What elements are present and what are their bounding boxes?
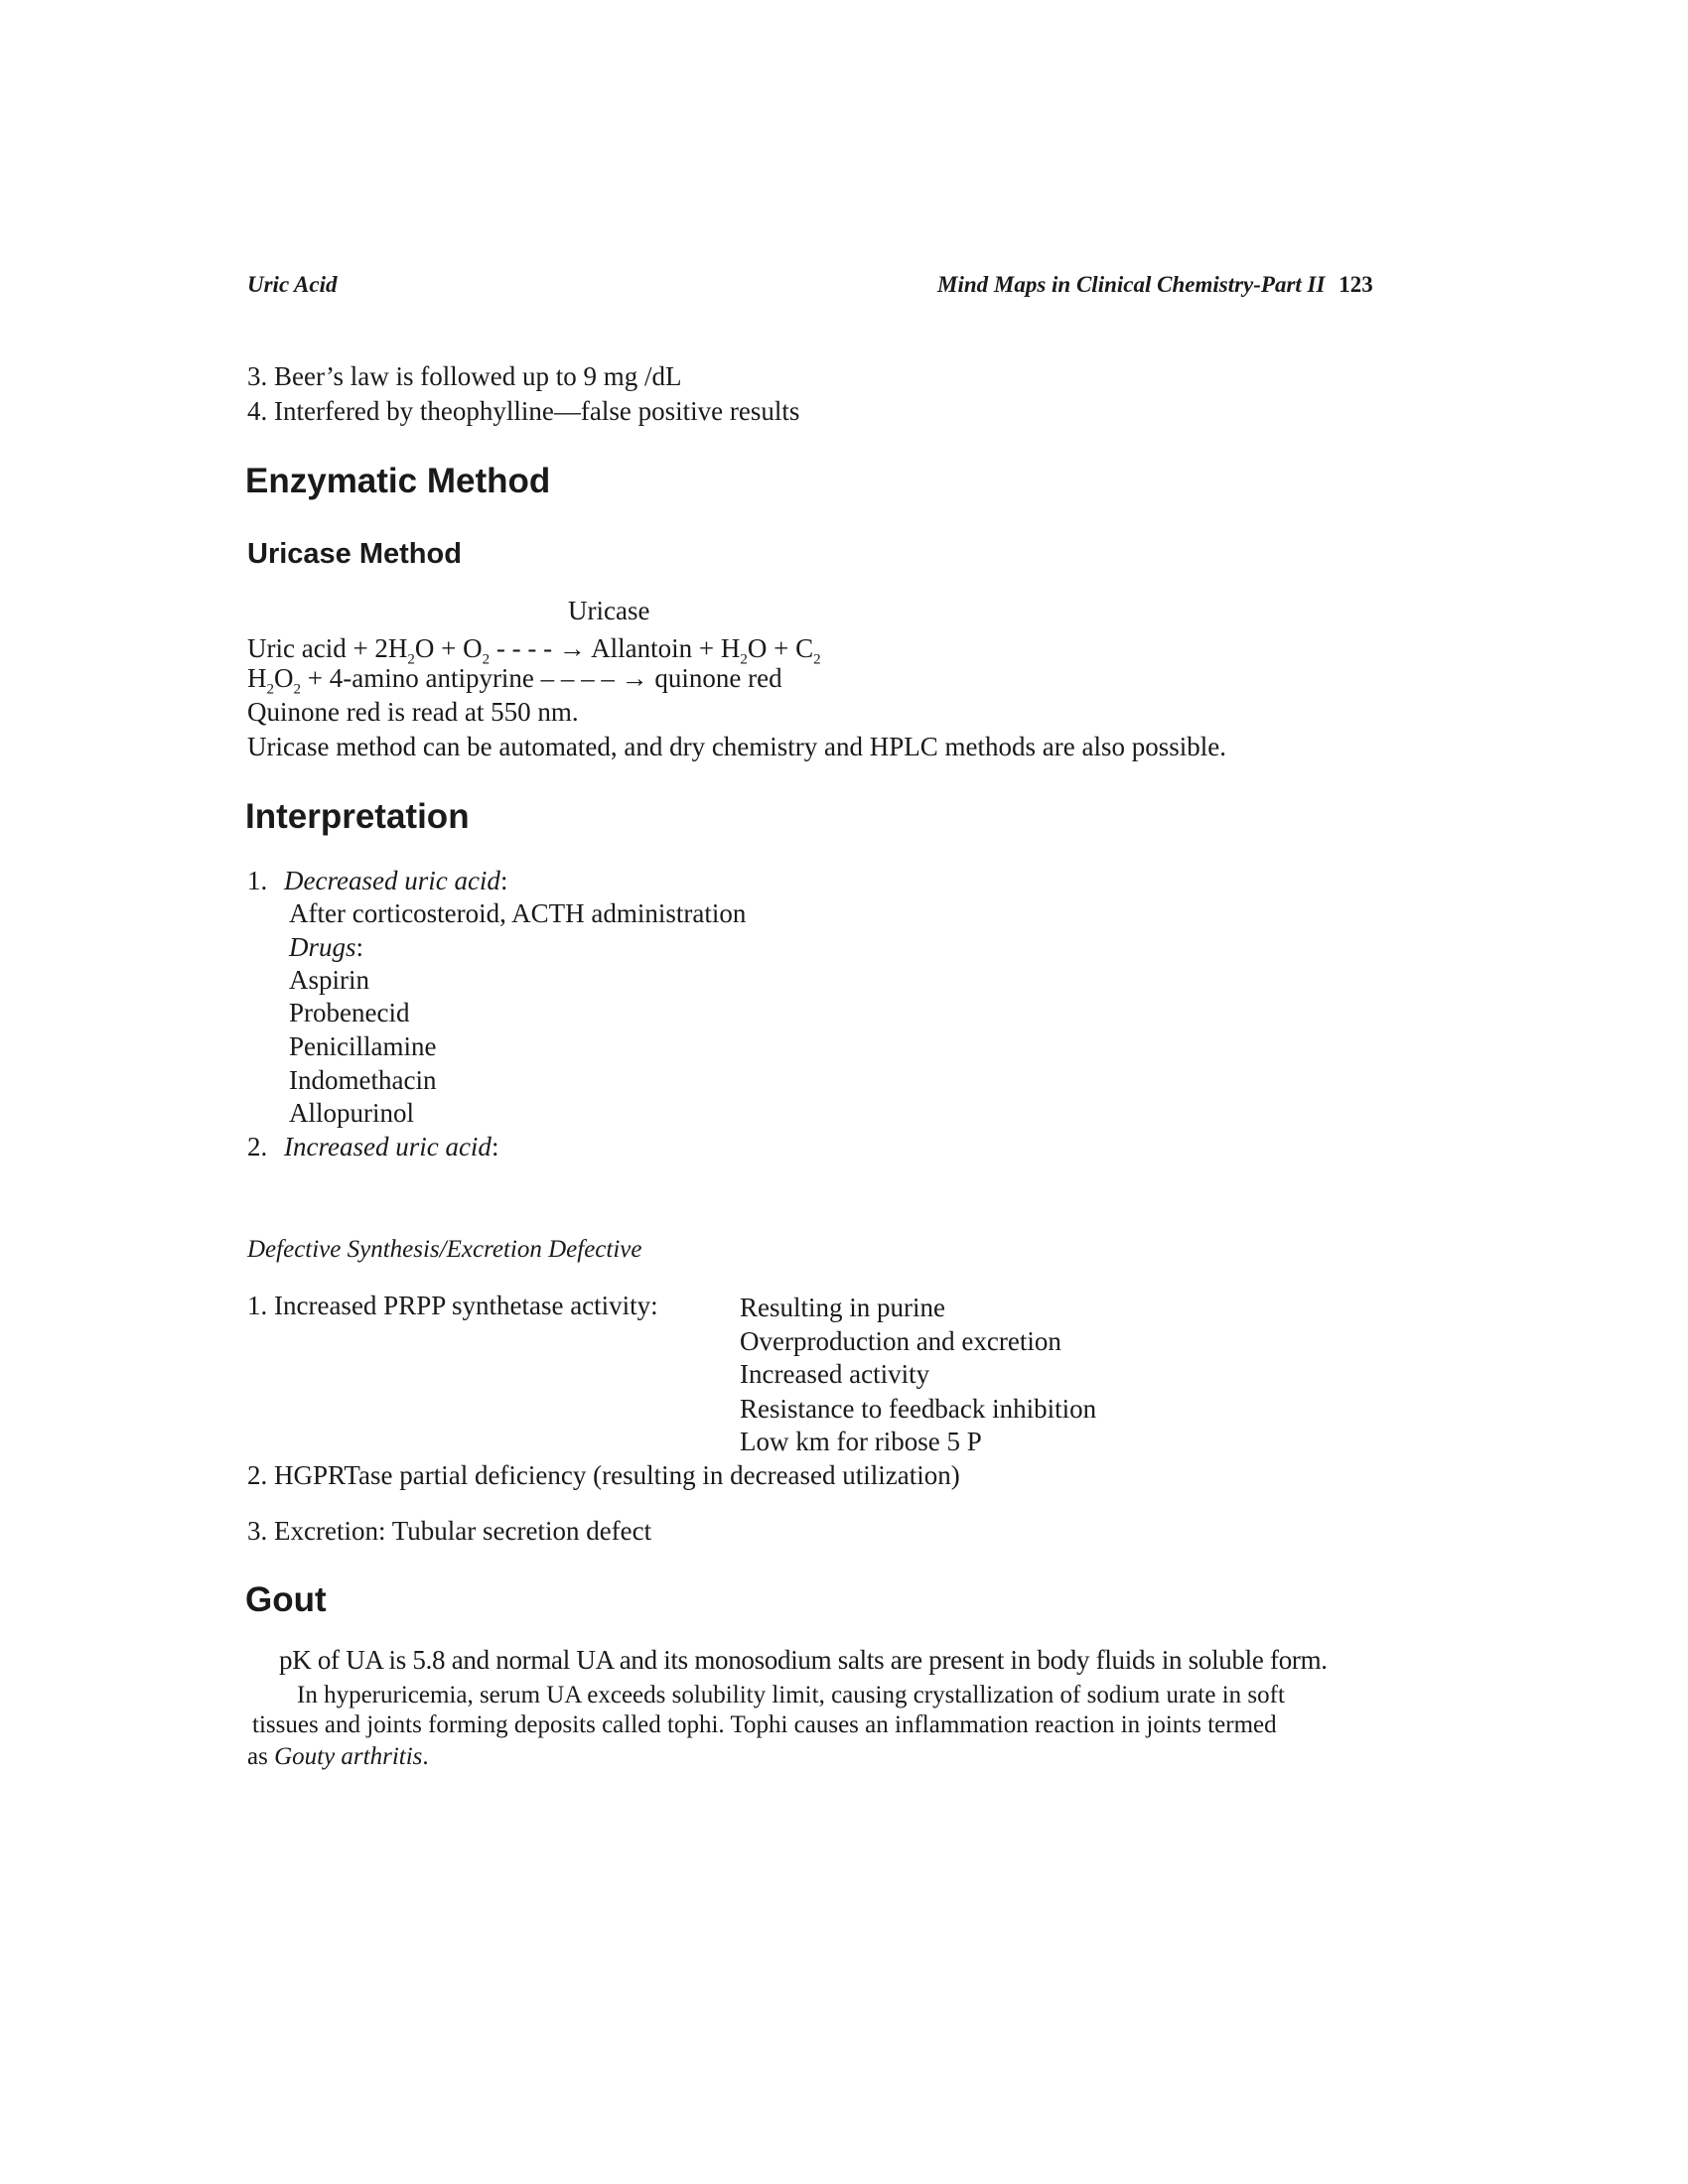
eq1-sub: 2	[482, 651, 491, 668]
eq2-sub: 2	[266, 681, 274, 698]
item-label: Decreased uric acid	[284, 866, 500, 895]
book-title: Mind Maps in Clinical Chemistry-Part II	[937, 272, 1326, 297]
item-number: 2.	[247, 1132, 268, 1161]
gout-paragraph-line: pK of UA is 5.8 and normal UA and its monosodium salts are present in body fluids in soluble form.	[279, 1645, 1328, 1675]
after-corticosteroid: After corticosteroid, ACTH administration	[289, 898, 747, 928]
running-header-left: Uric Acid	[247, 272, 338, 297]
gout-paragraph-line: In hyperuricemia, serum UA exceeds solubility limit, causing crystallization of sodium urate in soft	[297, 1682, 1285, 1708]
eq1-part: O + O	[414, 633, 483, 663]
item-colon: :	[491, 1132, 499, 1161]
eq2-part: H	[247, 663, 267, 693]
prpp-detail: Resulting in purine	[740, 1293, 945, 1322]
defective-heading: Defective Synthesis/Excretion Defective	[247, 1236, 642, 1263]
gout-paragraph-line	[247, 1743, 429, 1771]
page-number: 123	[1338, 272, 1373, 297]
drug-item: Probenecid	[289, 998, 410, 1027]
eq1-part: Allantoin + H	[591, 633, 741, 663]
eq2-part: O	[274, 663, 294, 693]
item-colon: :	[499, 866, 508, 895]
prpp-detail: Resistance to feedback inhibition	[740, 1394, 1097, 1424]
gout-text: as	[247, 1743, 275, 1770]
eq1-sub: 2	[813, 651, 821, 668]
item-number: 1.	[247, 866, 268, 895]
prpp-detail: Low km for ribose 5 P	[740, 1427, 982, 1456]
subheading-uricase: Uricase Method	[247, 538, 462, 570]
eq1-part: Uric acid + 2H	[247, 633, 408, 663]
eq2-sub: 2	[293, 681, 301, 698]
drugs-label: Drugs	[289, 932, 356, 962]
item-label: Increased uric acid	[284, 1132, 492, 1161]
drug-item: Allopurinol	[289, 1098, 414, 1128]
gout-text: .	[422, 1743, 429, 1770]
gout-term: Gouty arthritis	[274, 1743, 423, 1770]
running-header-right	[937, 272, 1373, 298]
prpp-detail: Increased activity	[740, 1359, 930, 1389]
drug-item: Aspirin	[289, 965, 369, 995]
drugs-label-line	[289, 932, 363, 963]
eq1-sub: 2	[740, 651, 748, 668]
hgprtase-item: 2. HGPRTase partial deficiency (resulting in decreased utilization)	[247, 1460, 960, 1490]
eq1-arrow: - - - - →	[495, 633, 586, 663]
quinone-line: Quinone red is read at 550 nm.	[247, 697, 579, 727]
drugs-colon: :	[355, 932, 364, 962]
section-heading-interpretation: Interpretation	[245, 797, 470, 836]
decreased-uric-acid	[247, 866, 507, 896]
prpp-detail: Overproduction and excretion	[740, 1326, 1061, 1356]
enzyme-label: Uricase	[568, 596, 650, 625]
automation-line: Uricase method can be automated, and dry chemistry and HPLC methods are also possible.	[247, 732, 1226, 761]
gout-paragraph-line: tissues and joints forming deposits called tophi. Tophi causes an inflammation reaction in joints termed	[252, 1711, 1277, 1738]
drug-item: Penicillamine	[289, 1031, 437, 1061]
list-item: 3. Beer’s law is followed up to 9 mg /dL	[247, 361, 682, 391]
increased-uric-acid	[247, 1132, 498, 1162]
eq1-part: O + C	[747, 633, 814, 663]
eq2-part: + 4-amino antipyrine – – – – → quinone red	[301, 663, 782, 693]
list-item: 4. Interfered by theophylline—false positive results	[247, 396, 800, 426]
prpp-item: 1. Increased PRPP synthetase activity:	[247, 1291, 658, 1320]
section-heading-gout: Gout	[245, 1580, 327, 1619]
eq1-sub: 2	[407, 651, 415, 668]
section-heading-enzymatic: Enzymatic Method	[245, 462, 551, 500]
excretion-item: 3. Excretion: Tubular secretion defect	[247, 1516, 652, 1546]
drug-item: Indomethacin	[289, 1065, 437, 1095]
reaction-equation-2	[247, 663, 782, 698]
